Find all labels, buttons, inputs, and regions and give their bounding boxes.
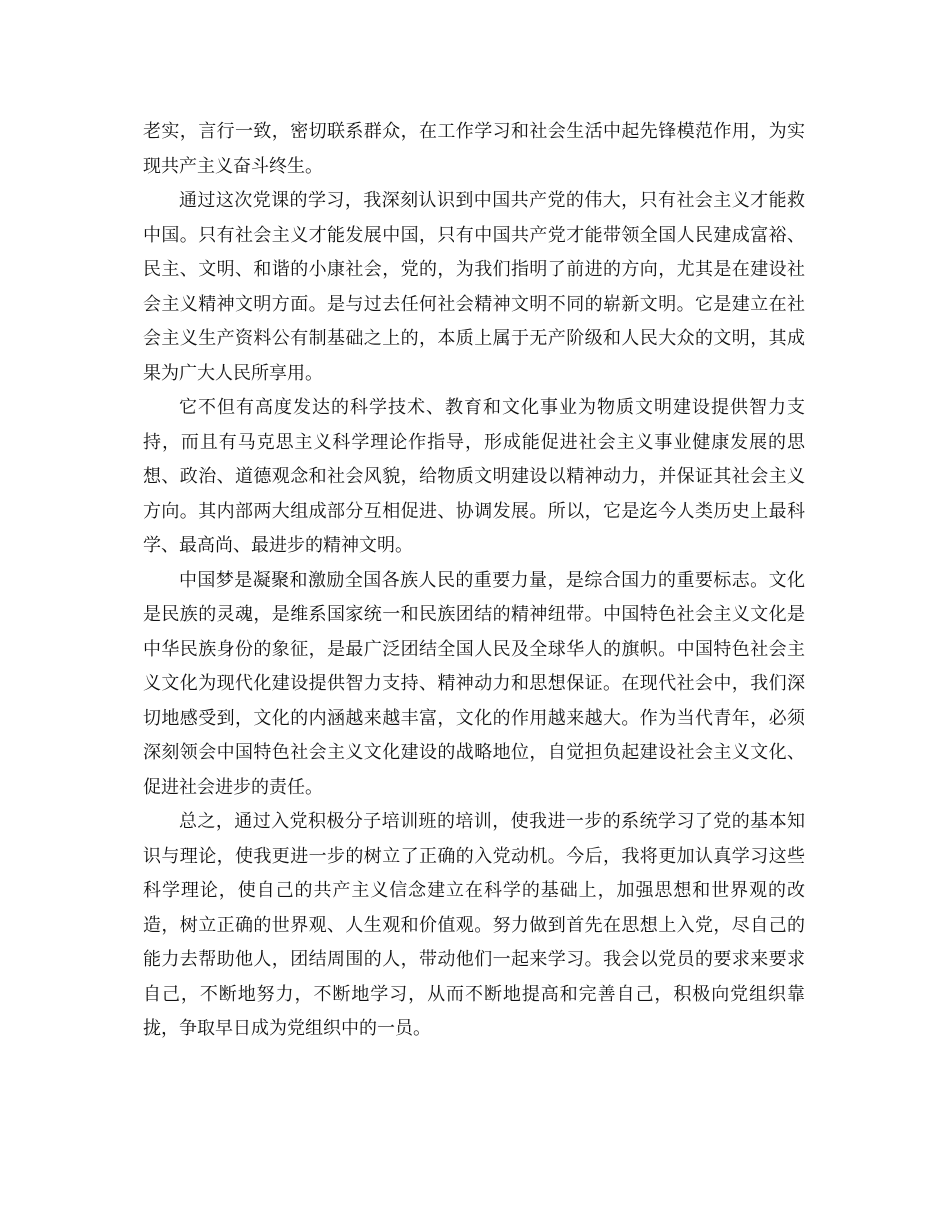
paragraph-chinese-dream: 中国梦是凝聚和激励全国各族人民的重要力量，是综合国力的重要标志。文化是民族的灵魂，是维系国家统一和民族团结的精神纽带。中国特色社会主义文化是中华民族身份的象征，是最广泛团结全国人民及全球华人的旗帜。中国特色社会主义文化为现代化建设提供智力支持、精神动力和思想保证。在现代社会中，我们深切地感受到，文化的内涵越来越丰富，文化的作用越来越大。作为当代青年，必须深刻领会中国特色社会主义文化建设的战略地位，自觉担负起建设社会主义文化、促进社会进步的责任。 [143, 569, 805, 798]
paragraph-party-lesson: 通过这次党课的学习，我深刻认识到中国共产党的伟大，只有社会主义才能救中国。只有社会主义才能发展中国，只有中国共产党才能带领全国人民建成富裕、民主、文明、和谐的小康社会，党的，为我们指明了前进的方向，尤其是在建设社会主义精神文明方面。是与过去任何社会精神文明不同的崭新文明。它是建立在社会主义生产资料公有制基础之上的，本质上属于无产阶级和人民大众的文明，其成果为广大人民所享用。 [143, 190, 805, 384]
document-body [143, 115, 805, 1047]
paragraph-continuation: 老实，言行一致，密切联系群众，在工作学习和社会生活中起先锋模范作用，为实现共产主义奋斗终生。 [143, 121, 805, 177]
paragraph-conclusion: 总之，通过入党积极分子培训班的培训，使我进一步的系统学习了党的基本知识与理论，使我更进一步的树立了正确的入党动机。今后，我将更加认真学习这些科学理论，使自己的共产主义信念建立在科学的基础上，加强思想和世界观的改造，树立正确的世界观、人生观和价值观。努力做到首先在思想上入党，尽自己的能力去帮助他人，团结周围的人，带动他们一起来学习。我会以党员的要求来要求自己，不断地努力，不断地学习，从而不断地提高和完善自己，积极向党组织靠拢，争取早日成为党组织中的一员。 [143, 811, 805, 1039]
paragraph-spiritual-civilization: 它不但有高度发达的科学技术、教育和文化事业为物质文明建设提供智力支持，而且有马克思主义科学理论作指导，形成能促进社会主义事业健康发展的思想、政治、道德观念和社会风貌，给物质文明建设以精神动力，并保证其社会主义方向。其内部两大组成部分互相促进、协调发展。所以，它是迄今人类历史上最科学、最高尚、最进步的精神文明。 [143, 397, 805, 556]
